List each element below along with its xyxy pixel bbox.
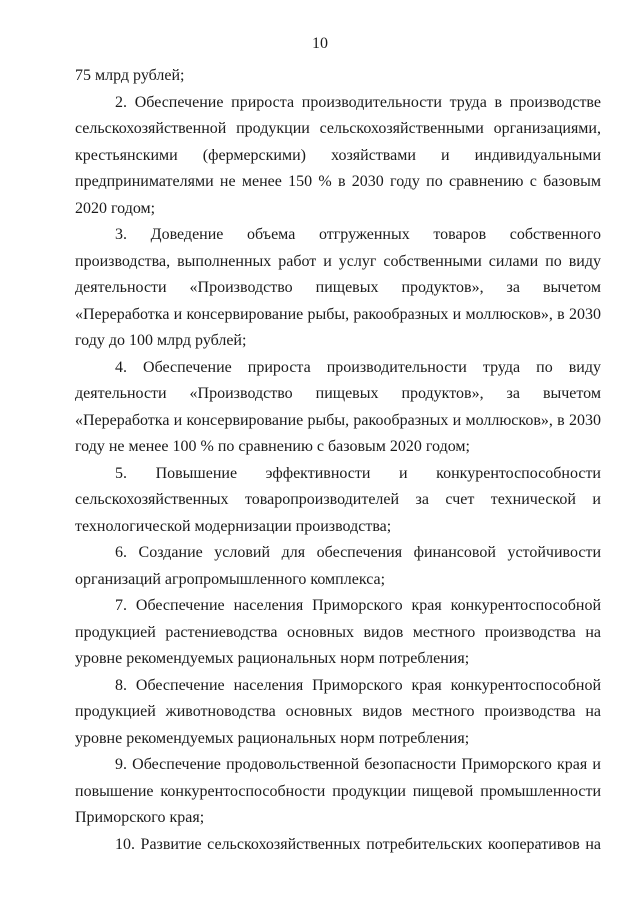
paragraph-item-4: 4. Обеспечение прироста производительности труда по виду деятельности «Производство пищевых продуктов», за вычетом «Переработка и консервирование рыбы, ракообразных и моллюсков», в 2030 году не менее 100 % по сравнению с базовым 2020 годом;: [75, 358, 601, 455]
paragraph-item-2: 2. Обеспечение прироста производительности труда в производстве сельскохозяйственной продукции сельскохозяйственными организациями, крестьянскими (фермерскими) хозяйствами и индивидуальными предпринимателями не менее 150 % в 2030 году по сравнению с базовым 2020 годом;: [75, 93, 601, 217]
page-number: 10: [312, 35, 328, 52]
paragraph-continuation: 75 млрд рублей;: [75, 67, 185, 84]
paragraph-item-3: 3. Доведение объема отгруженных товаров собственного производства, выполненных работ и услуг собственными силами по виду деятельности «Производство пищевых продуктов», за вычетом «Переработка и консервирование рыбы, ракообразных и моллюсков», в 2030 году до 100 млрд рублей;: [75, 226, 601, 349]
paragraph-item-10: 10. Развитие сельскохозяйственных потребительских кооперативов на: [115, 835, 601, 853]
paragraph-item-5: 5. Повышение эффективности и конкурентоспособности сельскохозяйственных товаропроизводителей за счет технической и технологической модернизации производства;: [75, 464, 601, 535]
paragraph-item-8: 8. Обеспечение населения Приморского края конкурентоспособной продукцией животноводства основных видов местного производства на уровне рекомендуемых рациональных норм потребления;: [75, 676, 601, 747]
paragraph-item-9: 9. Обеспечение продовольственной безопасности Приморского края и повышение конкурентоспособности продукции пищевой промышленности Приморского края;: [75, 756, 601, 826]
paragraph-item-6: 6. Создание условий для обеспечения финансовой устойчивости организаций агропромышленного комплекса;: [75, 544, 601, 588]
paragraph-item-7: 7. Обеспечение населения Приморского края конкурентоспособной продукцией растениеводства основных видов местного производства на уровне рекомендуемых рациональных норм потребления;: [75, 597, 601, 667]
document-body: [75, 63, 601, 858]
